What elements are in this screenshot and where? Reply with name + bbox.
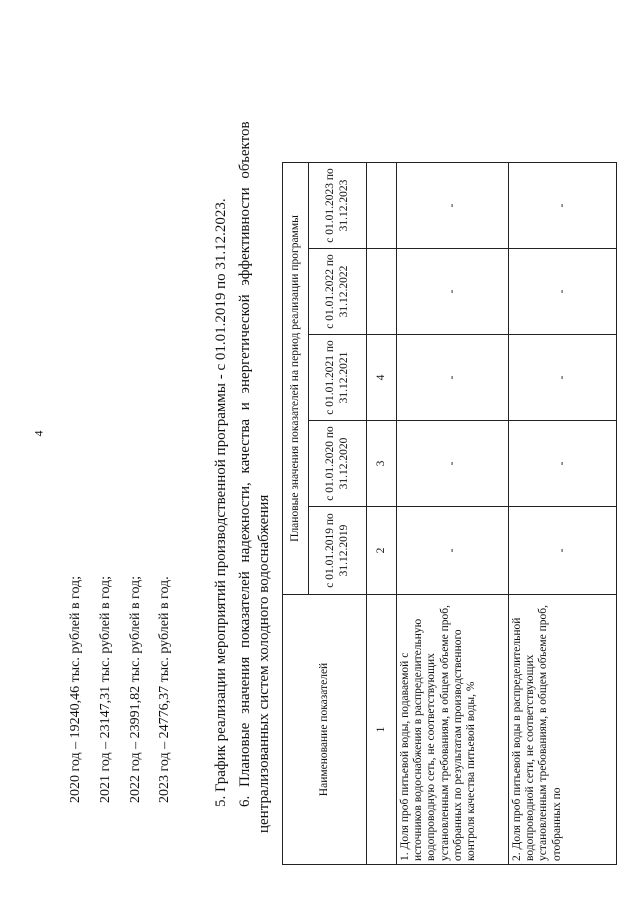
- indicators-table: [282, 162, 617, 865]
- indicator-name: 1. Доля проб питьевой воды, подаваемой с источников водоснабжения в распределительную водопроводную сеть, не соответствующих установленным требованиям, в общем объеме проб, отобранных по результатам производственного контроля качества питьевой воды, %: [397, 595, 509, 865]
- table-row: [397, 163, 509, 865]
- financing-line-2022: 2022 год – 23991,82 тыс. рублей в год;: [128, 575, 143, 803]
- indicator-value: -: [509, 249, 617, 335]
- period-header: с 01.01.2019 по 31.12.2019: [309, 507, 367, 595]
- name-header: Наименование показателей: [283, 595, 367, 865]
- column-number: 4: [367, 335, 397, 421]
- indicator-name: 2. Доля проб питьевой воды в распределительной водопроводной сети, не соответствующих установленным требованиям, в общем объеме проб, отобранных по: [509, 595, 617, 865]
- indicator-value: -: [397, 249, 509, 335]
- column-number: 2: [367, 507, 397, 595]
- period-header: с 01.01.2021 по 31.12.2021: [309, 335, 367, 421]
- group-header: Плановые значения показателей на период реализации программы: [283, 163, 309, 595]
- financing-line-2020: 2020 год – 19240,46 тыс. рублей в год;: [68, 575, 83, 803]
- indicator-value: -: [397, 421, 509, 507]
- section-6-heading-cont: централизованных систем холодного водоснабжения: [256, 494, 272, 833]
- indicator-value: -: [397, 163, 509, 249]
- column-number: 1: [367, 595, 397, 865]
- indicator-value: -: [397, 507, 509, 595]
- table-row: [509, 163, 617, 865]
- indicator-value: -: [509, 507, 617, 595]
- column-number: [367, 249, 397, 335]
- period-header: с 01.01.2023 по 31.12.2023: [309, 163, 367, 249]
- period-header: с 01.01.2020 по 31.12.2020: [309, 421, 367, 507]
- column-number: [367, 163, 397, 249]
- column-number: 3: [367, 421, 397, 507]
- indicator-value: -: [509, 421, 617, 507]
- financing-line-2021: 2021 год – 23147,31 тыс. рублей в год;: [98, 575, 113, 803]
- period-header: с 01.01.2022 по 31.12.2022: [309, 249, 367, 335]
- section-6-heading: 6. Плановые значения показателей надежности, качества и энергетической эффективности объектов: [237, 121, 253, 807]
- indicator-value: -: [397, 335, 509, 421]
- indicator-value: -: [509, 163, 617, 249]
- indicator-value: -: [509, 335, 617, 421]
- financing-line-2023: 2023 год – 24776,37 тыс. рублей в год.: [157, 576, 172, 803]
- section-5-heading: 5. График реализации мероприятий производственной программы - с 01.01.2019 по 31.12.2023.: [213, 198, 229, 807]
- page-number: 4: [31, 430, 46, 437]
